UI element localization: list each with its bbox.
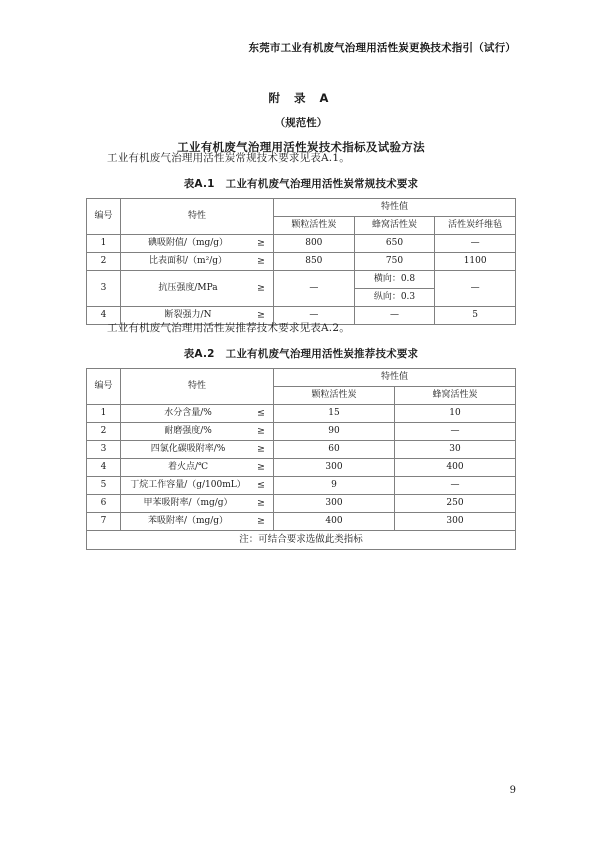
th-no: 编号 — [87, 369, 121, 405]
cell-feature — [121, 459, 274, 477]
table-a2 — [86, 368, 516, 550]
cell-feature — [121, 495, 274, 513]
th-value-group: 特性值 — [274, 199, 516, 217]
cell-no: 2 — [87, 253, 121, 271]
cell-feature — [121, 423, 274, 441]
cell-honeycomb: — — [395, 477, 516, 495]
cell-honeycomb: 300 — [395, 513, 516, 531]
cell-granular: 400 — [274, 513, 395, 531]
cell-honeycomb: 250 — [395, 495, 516, 513]
table-a1-header-row-1 — [87, 199, 516, 217]
table-a1-caption-label: 表A.1 — [183, 178, 215, 190]
cell-feature-label: 比表面积/（m²/g） — [149, 256, 227, 267]
cell-feature-operator: ≥ — [257, 309, 265, 321]
th-granular: 颗粒活性炭 — [274, 217, 355, 235]
cell-feature — [121, 477, 274, 495]
cell-honeycomb: 400 — [395, 459, 516, 477]
cell-feature-label: 四氯化碳吸附率/% — [150, 444, 226, 455]
annex-title-block — [86, 90, 516, 155]
intro-paragraph-a2: 工业有机废气治理用活性炭推荐技术要求见表A.2。 — [107, 322, 350, 334]
cell-feature-label: 甲苯吸附率/（mg/g） — [143, 498, 233, 509]
table-a2-caption-label: 表A.2 — [183, 348, 215, 360]
cell-feature-operator: ≤ — [257, 407, 265, 419]
cell-feature-operator: ≥ — [257, 282, 265, 294]
annex-label: 附 录 A — [268, 91, 334, 105]
table-a1-caption-text: 工业有机废气治理用活性炭常规技术要求 — [225, 178, 419, 190]
table-row — [87, 495, 516, 513]
cell-no: 2 — [87, 423, 121, 441]
table-a2-caption — [86, 346, 516, 361]
cell-feature-label: 抗压强度/MPa — [158, 283, 218, 294]
cell-feature-operator: ≥ — [257, 461, 265, 473]
cell-honeycomb: 30 — [395, 441, 516, 459]
cell-feature-operator: ≥ — [257, 443, 265, 455]
cell-no: 4 — [87, 459, 121, 477]
cell-feature — [121, 441, 274, 459]
th-honeycomb: 蜂窝活性炭 — [354, 217, 435, 235]
cell-granular: 300 — [274, 495, 395, 513]
cell-feature — [121, 235, 274, 253]
cell-feature-label: 碘吸附值/（mg/g） — [147, 238, 229, 249]
cell-honeycomb-longitudinal: 纵向：0.3 — [373, 292, 416, 302]
table-row — [87, 459, 516, 477]
cell-feature-operator: ≥ — [257, 237, 265, 249]
cell-granular: — — [274, 271, 355, 307]
cell-feature — [121, 271, 274, 307]
cell-granular: 9 — [274, 477, 395, 495]
annex-normative-marker: （规范性） — [274, 117, 328, 129]
table-row — [87, 405, 516, 423]
cell-no: 5 — [87, 477, 121, 495]
cell-honeycomb: 10 — [395, 405, 516, 423]
th-granular: 颗粒活性炭 — [274, 387, 395, 405]
table-a2-caption-text: 工业有机废气治理用活性炭推荐技术要求 — [225, 348, 419, 360]
cell-feature-label: 断裂强力/N — [164, 310, 212, 321]
cell-no: 7 — [87, 513, 121, 531]
cell-feature — [121, 513, 274, 531]
table-a1-caption — [86, 176, 516, 191]
table-row — [87, 271, 516, 307]
cell-granular: 800 — [274, 235, 355, 253]
cell-fiber-felt: 1100 — [435, 253, 516, 271]
cell-feature-label: 水分含量/% — [164, 408, 212, 419]
cell-no: 3 — [87, 441, 121, 459]
cell-fiber-felt: 5 — [435, 307, 516, 325]
table-a1 — [86, 198, 516, 325]
table-row — [87, 423, 516, 441]
table-a2-header-row-1 — [87, 369, 516, 387]
th-honeycomb: 蜂窝活性炭 — [395, 387, 516, 405]
cell-no: 3 — [87, 271, 121, 307]
cell-honeycomb: 750 — [354, 253, 435, 271]
cell-granular: 60 — [274, 441, 395, 459]
table-row — [87, 477, 516, 495]
cell-feature — [121, 405, 274, 423]
cell-feature-operator: ≥ — [257, 255, 265, 267]
cell-honeycomb: 650 — [354, 235, 435, 253]
table-row — [87, 441, 516, 459]
cell-granular: 300 — [274, 459, 395, 477]
cell-feature-operator: ≤ — [257, 479, 265, 491]
table-row — [87, 235, 516, 253]
cell-honeycomb: — — [354, 307, 435, 325]
table-a2-note: 注：可结合要求选做此类指标 — [87, 531, 516, 550]
cell-feature-label: 苯吸附率/（mg/g） — [147, 516, 229, 527]
th-value-group: 特性值 — [274, 369, 516, 387]
running-header: 东莞市工业有机废气治理用活性炭更换技术指引（试行） — [248, 42, 516, 54]
annex-heading: 工业有机废气治理用活性炭技术指标及试验方法 — [177, 140, 425, 154]
cell-no: 1 — [87, 405, 121, 423]
intro-paragraph-a1: 工业有机废气治理用活性炭常规技术要求见表A.1。 — [107, 152, 350, 164]
table-a2-note-row — [87, 531, 516, 550]
th-feature: 特性 — [121, 199, 274, 235]
cell-granular: — — [274, 307, 355, 325]
cell-honeycomb: — — [395, 423, 516, 441]
cell-feature-operator: ≥ — [257, 515, 265, 527]
cell-no: 1 — [87, 235, 121, 253]
cell-no: 6 — [87, 495, 121, 513]
cell-feature-label: 耐磨强度/% — [164, 426, 212, 437]
cell-granular: 90 — [274, 423, 395, 441]
cell-granular: 850 — [274, 253, 355, 271]
cell-feature-operator: ≥ — [257, 425, 265, 437]
cell-feature-operator: ≥ — [257, 497, 265, 509]
th-fiber-felt: 活性炭纤维毡 — [435, 217, 516, 235]
cell-honeycomb-split — [354, 271, 435, 307]
cell-fiber-felt: — — [435, 271, 516, 307]
cell-granular: 15 — [274, 405, 395, 423]
cell-feature-label: 着火点/℃ — [167, 462, 209, 473]
table-row — [87, 513, 516, 531]
cell-honeycomb-transverse: 横向：0.8 — [355, 271, 435, 289]
th-no: 编号 — [87, 199, 121, 235]
table-row — [87, 253, 516, 271]
page-number: 9 — [509, 785, 516, 796]
cell-no: 4 — [87, 307, 121, 325]
th-feature: 特性 — [121, 369, 274, 405]
cell-feature-label: 丁烷工作容量/（g/100mL） — [130, 480, 246, 491]
cell-fiber-felt: — — [435, 235, 516, 253]
cell-feature — [121, 253, 274, 271]
